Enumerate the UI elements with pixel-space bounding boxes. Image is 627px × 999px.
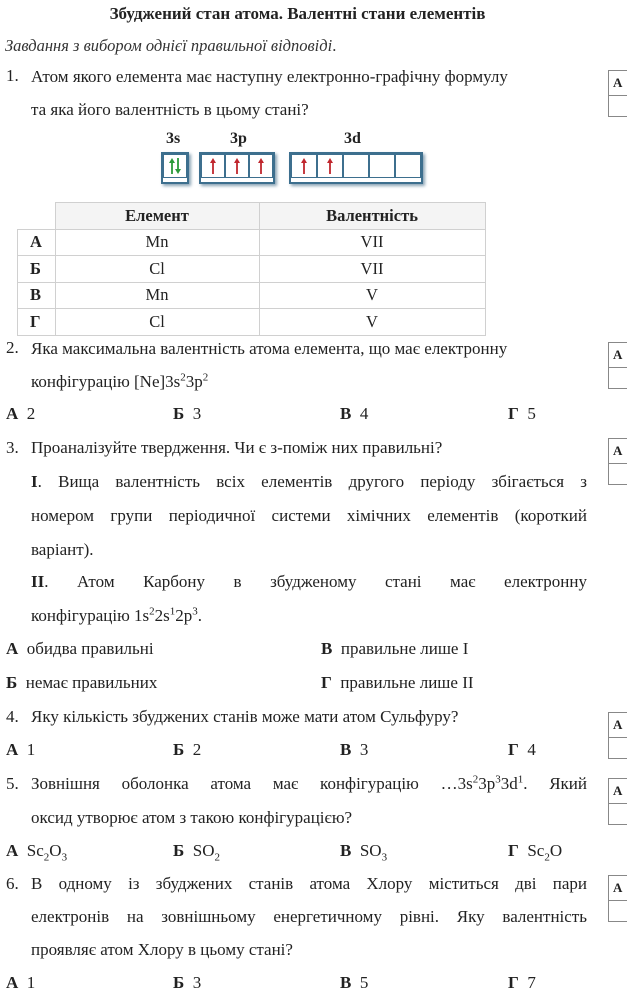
row-element: Cl xyxy=(55,309,259,336)
formula-part: 2s xyxy=(154,606,170,625)
table-row[interactable] xyxy=(18,256,486,283)
orbital-label-3d: 3d xyxy=(344,130,361,147)
answer-box-q5[interactable] xyxy=(608,778,627,825)
orbital-cell xyxy=(249,154,273,178)
option-text: Sc xyxy=(527,841,545,860)
answer-box-q6[interactable] xyxy=(608,875,627,922)
q3-option[interactable] xyxy=(6,639,154,659)
formula-sup: 2 xyxy=(472,773,479,786)
q2-formula-sup: 2 xyxy=(180,371,186,384)
statement-text: . Атом Карбону в збудженому стані має електронну xyxy=(44,572,587,591)
table-row[interactable] xyxy=(18,229,486,256)
option-letter: Б xyxy=(173,404,185,423)
orbital-label-3s: 3s xyxy=(166,130,181,147)
option-text: 1 xyxy=(26,740,36,759)
q4-option[interactable] xyxy=(173,740,201,760)
formula-sup: 1 xyxy=(169,605,176,618)
q1-text xyxy=(31,66,587,119)
answer-box-q2[interactable] xyxy=(608,342,627,389)
q6-line2: електронів на зовнішньому енергетичному рівні. Яку валентність xyxy=(31,907,587,926)
q4-option[interactable] xyxy=(340,740,368,760)
formula-sup: 1 xyxy=(517,773,524,786)
q1-number: 1. xyxy=(6,66,19,85)
orbital-cell xyxy=(291,154,317,178)
q6-option[interactable] xyxy=(173,973,201,993)
q6-option[interactable] xyxy=(508,973,536,993)
q3-statement2-line2 xyxy=(31,606,202,626)
q2-formula-mid: 3p xyxy=(185,372,203,391)
option-letter: Б xyxy=(6,673,18,692)
orbital-label-3p: 3p xyxy=(230,130,247,147)
formula-part: конфігурацію 1s xyxy=(31,606,150,625)
orbital-cell xyxy=(201,154,225,178)
option-text: 4 xyxy=(527,740,536,759)
option-text: 3 xyxy=(359,740,369,759)
option-letter: А xyxy=(6,639,19,658)
orbital-cell xyxy=(317,154,343,178)
option-letter: В xyxy=(340,740,352,759)
q3-statement1-line3: варіант). xyxy=(31,540,94,559)
q2-text xyxy=(31,338,587,393)
q5-text-part: 3p xyxy=(478,774,496,793)
option-letter: А xyxy=(6,404,19,423)
option-text: правильне лише ІІ xyxy=(340,673,474,692)
q4-line1: Яку кількість збуджених станів може мати атом Сульфуру? xyxy=(31,707,459,726)
answer-box-q1[interactable] xyxy=(608,70,627,117)
row-letter: Г xyxy=(18,309,56,336)
option-letter: Г xyxy=(508,841,519,860)
page-title: Збуджений стан атома. Валентні стани елементів xyxy=(109,4,486,23)
q3-option[interactable] xyxy=(321,673,474,693)
q1-line2: та яка його валентність в цьому стані? xyxy=(31,100,309,119)
option-letter: В xyxy=(340,841,352,860)
electron-pair-icon xyxy=(164,155,186,177)
row-valence: VII xyxy=(259,256,485,283)
q3-statement2-line1 xyxy=(31,572,587,592)
q3-statement1-line1 xyxy=(31,472,587,492)
option-letter: Г xyxy=(321,673,332,692)
electron-up-icon xyxy=(318,155,340,177)
option-text: 5 xyxy=(359,973,369,992)
instructions-text: Завдання з вибором однієї правильної відповіді xyxy=(5,36,333,55)
option-letter: В xyxy=(321,639,333,658)
answer-table xyxy=(17,202,486,336)
q3-line1: Проаналізуйте твердження. Чи є з-поміж них правильні? xyxy=(31,438,443,457)
formula-sup: 2 xyxy=(149,605,155,618)
row-letter: А xyxy=(18,229,56,256)
option-letter: А xyxy=(6,841,19,860)
formula-sup: 3 xyxy=(495,773,501,786)
q1-line1: Атом якого елемента має наступну електронно-графічну формулу xyxy=(31,67,508,86)
statement-label: І xyxy=(31,472,38,491)
q6-line3: проявляє атом Хлору в цьому стані? xyxy=(31,940,293,959)
row-element: Mn xyxy=(55,229,259,256)
statement-text: . Вища валентність всіх елементів другого періоду збігається з xyxy=(37,472,587,491)
electron-up-icon xyxy=(292,155,314,177)
answer-box-label: А xyxy=(609,439,627,464)
q3-statement1-line2: номером групи періодичної системи хімічних елементів (короткий xyxy=(31,506,587,525)
answer-box-label: А xyxy=(609,713,627,738)
answer-box-label: А xyxy=(609,876,627,901)
answer-box-label: А xyxy=(609,779,627,804)
q5-number: 5. xyxy=(6,774,19,793)
orbital-3d xyxy=(289,152,423,184)
q2-line2 xyxy=(31,371,587,393)
option-text: 2 xyxy=(192,740,202,759)
option-text: правильне лише І xyxy=(340,639,469,658)
option-sub: 2 xyxy=(214,851,220,864)
option-letter: А xyxy=(6,973,19,992)
orbital-cell xyxy=(395,154,421,178)
q5-text-part: Зовнішня оболонка атома має конфігурацію …3s xyxy=(31,774,473,793)
q6-line1: В одному із збуджених станів атома Хлору міститься дві пари xyxy=(31,874,587,893)
row-element: Cl xyxy=(55,256,259,283)
option-letter: В xyxy=(340,404,352,423)
option-text: 5 xyxy=(527,404,536,423)
q3-option[interactable] xyxy=(6,673,157,693)
q2-number: 2. xyxy=(6,338,19,357)
q2-option[interactable] xyxy=(6,404,35,424)
q2-line1: Яка максимальна валентність атома елемента, що має електронну xyxy=(31,339,508,358)
electron-up-icon xyxy=(202,155,224,177)
row-valence: V xyxy=(259,282,485,309)
option-text: SO xyxy=(192,841,215,860)
q2-formula-sup: 2 xyxy=(202,371,209,384)
q5-option[interactable] xyxy=(6,841,68,864)
col-header-element: Елемент xyxy=(55,203,259,230)
option-text: 3 xyxy=(192,973,202,992)
option-text: O xyxy=(49,841,62,860)
formula-part: . xyxy=(197,606,203,625)
row-valence: V xyxy=(259,309,485,336)
q2-option[interactable] xyxy=(508,404,536,424)
row-element: Mn xyxy=(55,282,259,309)
statement-label: ІІ xyxy=(31,572,45,591)
q2-formula-start: конфігурацію [Ne]3s xyxy=(31,372,181,391)
q6-option[interactable] xyxy=(340,973,368,993)
option-text: обидва правильні xyxy=(26,639,154,658)
orbital-3s xyxy=(161,152,189,184)
row-letter: В xyxy=(18,282,56,309)
option-sub: 3 xyxy=(61,851,68,864)
q6-option[interactable] xyxy=(6,973,35,993)
option-letter: Г xyxy=(508,973,519,992)
option-letter: В xyxy=(340,973,352,992)
table-row[interactable] xyxy=(18,282,486,309)
option-sub: 2 xyxy=(43,851,50,864)
option-text: 7 xyxy=(527,973,536,992)
option-text: Sc xyxy=(26,841,44,860)
option-letter: Б xyxy=(173,740,185,759)
option-text: немає правильних xyxy=(25,673,158,692)
q4-option[interactable] xyxy=(508,740,536,760)
orbital-cell xyxy=(163,154,187,178)
option-sub: 3 xyxy=(381,851,388,864)
option-text: 2 xyxy=(26,404,36,423)
answer-box-label: А xyxy=(609,71,627,96)
q5-option[interactable] xyxy=(173,841,220,864)
q3-number: 3. xyxy=(6,438,19,457)
option-text: 3 xyxy=(192,404,202,423)
option-letter: Г xyxy=(508,404,519,423)
q4-number: 4. xyxy=(6,707,19,726)
q5-text-part: 3d xyxy=(500,774,518,793)
option-letter: Б xyxy=(173,973,185,992)
q5-text-part: . Який xyxy=(523,774,587,793)
q4-option[interactable] xyxy=(6,740,35,760)
answer-box-label: А xyxy=(609,343,627,368)
q3-option[interactable] xyxy=(321,639,468,659)
option-sub: 2 xyxy=(544,851,550,864)
answer-box-q3[interactable] xyxy=(608,438,627,485)
instructions xyxy=(5,36,336,56)
option-text: O xyxy=(549,841,563,860)
q6-number: 6. xyxy=(6,874,19,893)
orbital-cell xyxy=(225,154,249,178)
option-letter: Г xyxy=(508,740,519,759)
orbital-cell xyxy=(343,154,369,178)
electron-up-icon xyxy=(250,155,272,177)
q2-option[interactable] xyxy=(340,404,368,424)
orbital-cell xyxy=(369,154,395,178)
electron-up-icon xyxy=(226,155,248,177)
row-valence: VII xyxy=(259,229,485,256)
option-letter: Б xyxy=(173,841,185,860)
row-letter: Б xyxy=(18,256,56,283)
q5-line1 xyxy=(31,774,587,794)
q5-line2: оксид утворює атом з такою конфігурацією? xyxy=(31,808,353,827)
instructions-end: . xyxy=(332,36,337,55)
table-row[interactable] xyxy=(18,309,486,336)
table-header-row xyxy=(18,203,486,230)
option-text: 4 xyxy=(359,404,369,423)
q2-option[interactable] xyxy=(173,404,201,424)
option-letter: А xyxy=(6,740,19,759)
formula-part: 2p xyxy=(175,606,193,625)
q5-option[interactable] xyxy=(508,841,563,864)
answer-box-q4[interactable] xyxy=(608,712,627,759)
option-text: SO xyxy=(359,841,382,860)
col-header-valence: Валентність xyxy=(259,203,485,230)
q5-option[interactable] xyxy=(340,841,388,864)
formula-sup: 3 xyxy=(192,605,198,618)
orbital-3p xyxy=(199,152,275,184)
option-text: 1 xyxy=(26,973,36,992)
